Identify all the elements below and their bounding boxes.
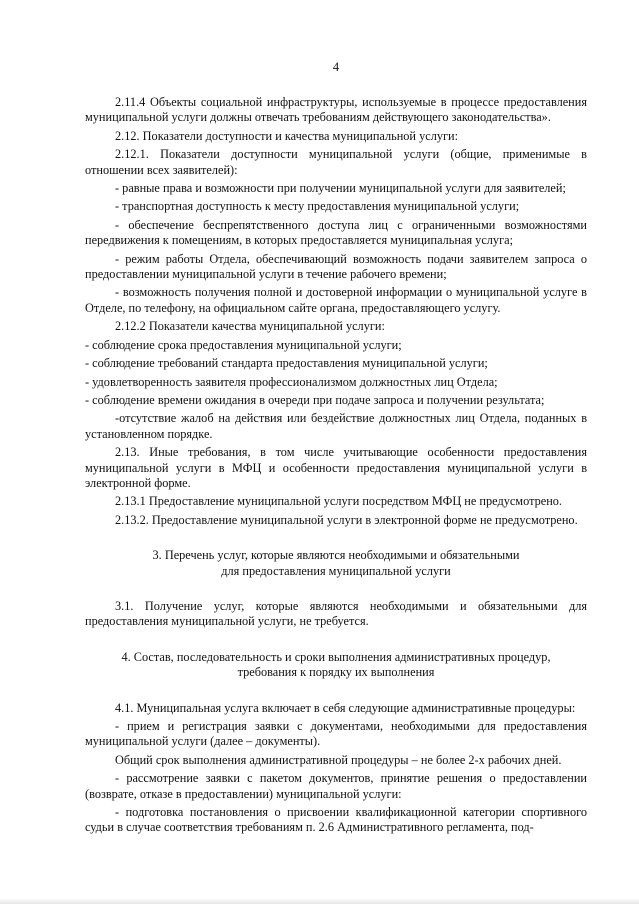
paragraph: 2.13. Иные требования, в том числе учитывающие особенности предоставления муниципальной услуги в МФЦ и особенности предоставления муниципальной услуги в электронной форме.	[85, 445, 587, 490]
paragraph: - прием и регистрация заявки с документами, необходимыми для предоставления муниципальной услуги (далее – документы).	[85, 719, 587, 749]
section-3-heading-line-2: для предоставления муниципальной услуги	[221, 563, 451, 578]
section-3-heading-line-1: 3. Перечень услуг, которые являются необходимыми и обязательными	[152, 548, 520, 563]
paragraph: 2.12.2 Показатели качества муниципальной услуги:	[115, 319, 385, 334]
paragraph: Общий срок выполнения административной процедуры – не более 2-х рабочих дней.	[115, 752, 562, 767]
paragraph: - обеспечение беспрепятственного доступа лиц с ограниченными возможностями передвижения к помещениям, в которых предоставляется муниципальная услуга;	[85, 217, 587, 248]
paragraph: - подготовка постановления о присвоении квалификационной категории спортивного судьи в случае соответствия требованиям п. 2.6 Административного регламента, под-	[85, 805, 587, 835]
paragraph: -отсутствие жалоб на действия или бездействие должностных лиц Отдела, поданных в установленном порядке.	[85, 411, 587, 441]
section-4-heading-line-2: требования к порядку их выполнения	[237, 665, 435, 680]
paragraph: - рассмотрение заявки с пакетом документов, принятие решения о предоставлении (возврате, отказе в предоставлении) муниципальной услуги:	[85, 771, 587, 801]
paragraph: 2.13.1 Предоставление муниципальной услуги посредством МФЦ не предусмотрено.	[115, 494, 563, 509]
page-number: 4	[332, 60, 340, 74]
section-4-paragraphs	[85, 701, 587, 836]
paragraph: - соблюдение срока предоставления муниципальной услуги;	[85, 337, 402, 352]
scan-bottom-edge	[0, 898, 639, 904]
paragraph: 2.12. Показатели доступности и качества муниципальной услуги:	[115, 128, 459, 143]
section-4-heading-line-1: 4. Состав, последовательность и сроки выполнения административных процедур,	[121, 649, 551, 664]
paragraph: - транспортная доступность к месту предоставления муниципальной услуги;	[115, 199, 520, 214]
section-3-paragraph: 3.1. Получение услуг, которые являются необходимыми и обязательными для предоставления муниципальной услуги, не требуется.	[85, 598, 587, 629]
paragraph: - режим работы Отдела, обеспечивающий возможность подачи заявителем запроса о предоставлении муниципальной услуги в течение рабочего времени;	[85, 251, 587, 282]
paragraph: - соблюдение времени ожидания в очереди при подаче запроса и получении результата;	[85, 392, 545, 407]
paragraph: - равные права и возможности при получении муниципальной услуги для заявителей;	[115, 181, 566, 196]
paragraph: 4.1. Муниципальная услуга включает в себя следующие административные процедуры:	[115, 700, 576, 715]
paragraph: - соблюдение требований стандарта предоставления муниципальной услуги;	[85, 356, 488, 371]
paragraph: - возможность получения полной и достоверной информации о муниципальной услуге в Отделе, по телефону, на официальном сайте органа, предоставляющего услугу.	[85, 285, 587, 315]
paragraph: 2.12.1. Показатели доступности муниципальной услуги (общие, применимые в отношении всех заявителей):	[85, 147, 587, 177]
section-2-paragraphs	[85, 95, 587, 528]
document-body	[85, 95, 587, 836]
paragraph: - удовлетворенность заявителя профессионализмом должностных лиц Отдела;	[85, 374, 498, 389]
paragraph: 2.13.2. Предоставление муниципальной услуги в электронной форме не предусмотрено.	[115, 512, 578, 527]
paragraph: 2.11.4 Объекты социальной инфраструктуры, используемые в процессе предоставления муниципальной услуги должны отвечать требованиям действующего законодательства».	[85, 95, 587, 125]
